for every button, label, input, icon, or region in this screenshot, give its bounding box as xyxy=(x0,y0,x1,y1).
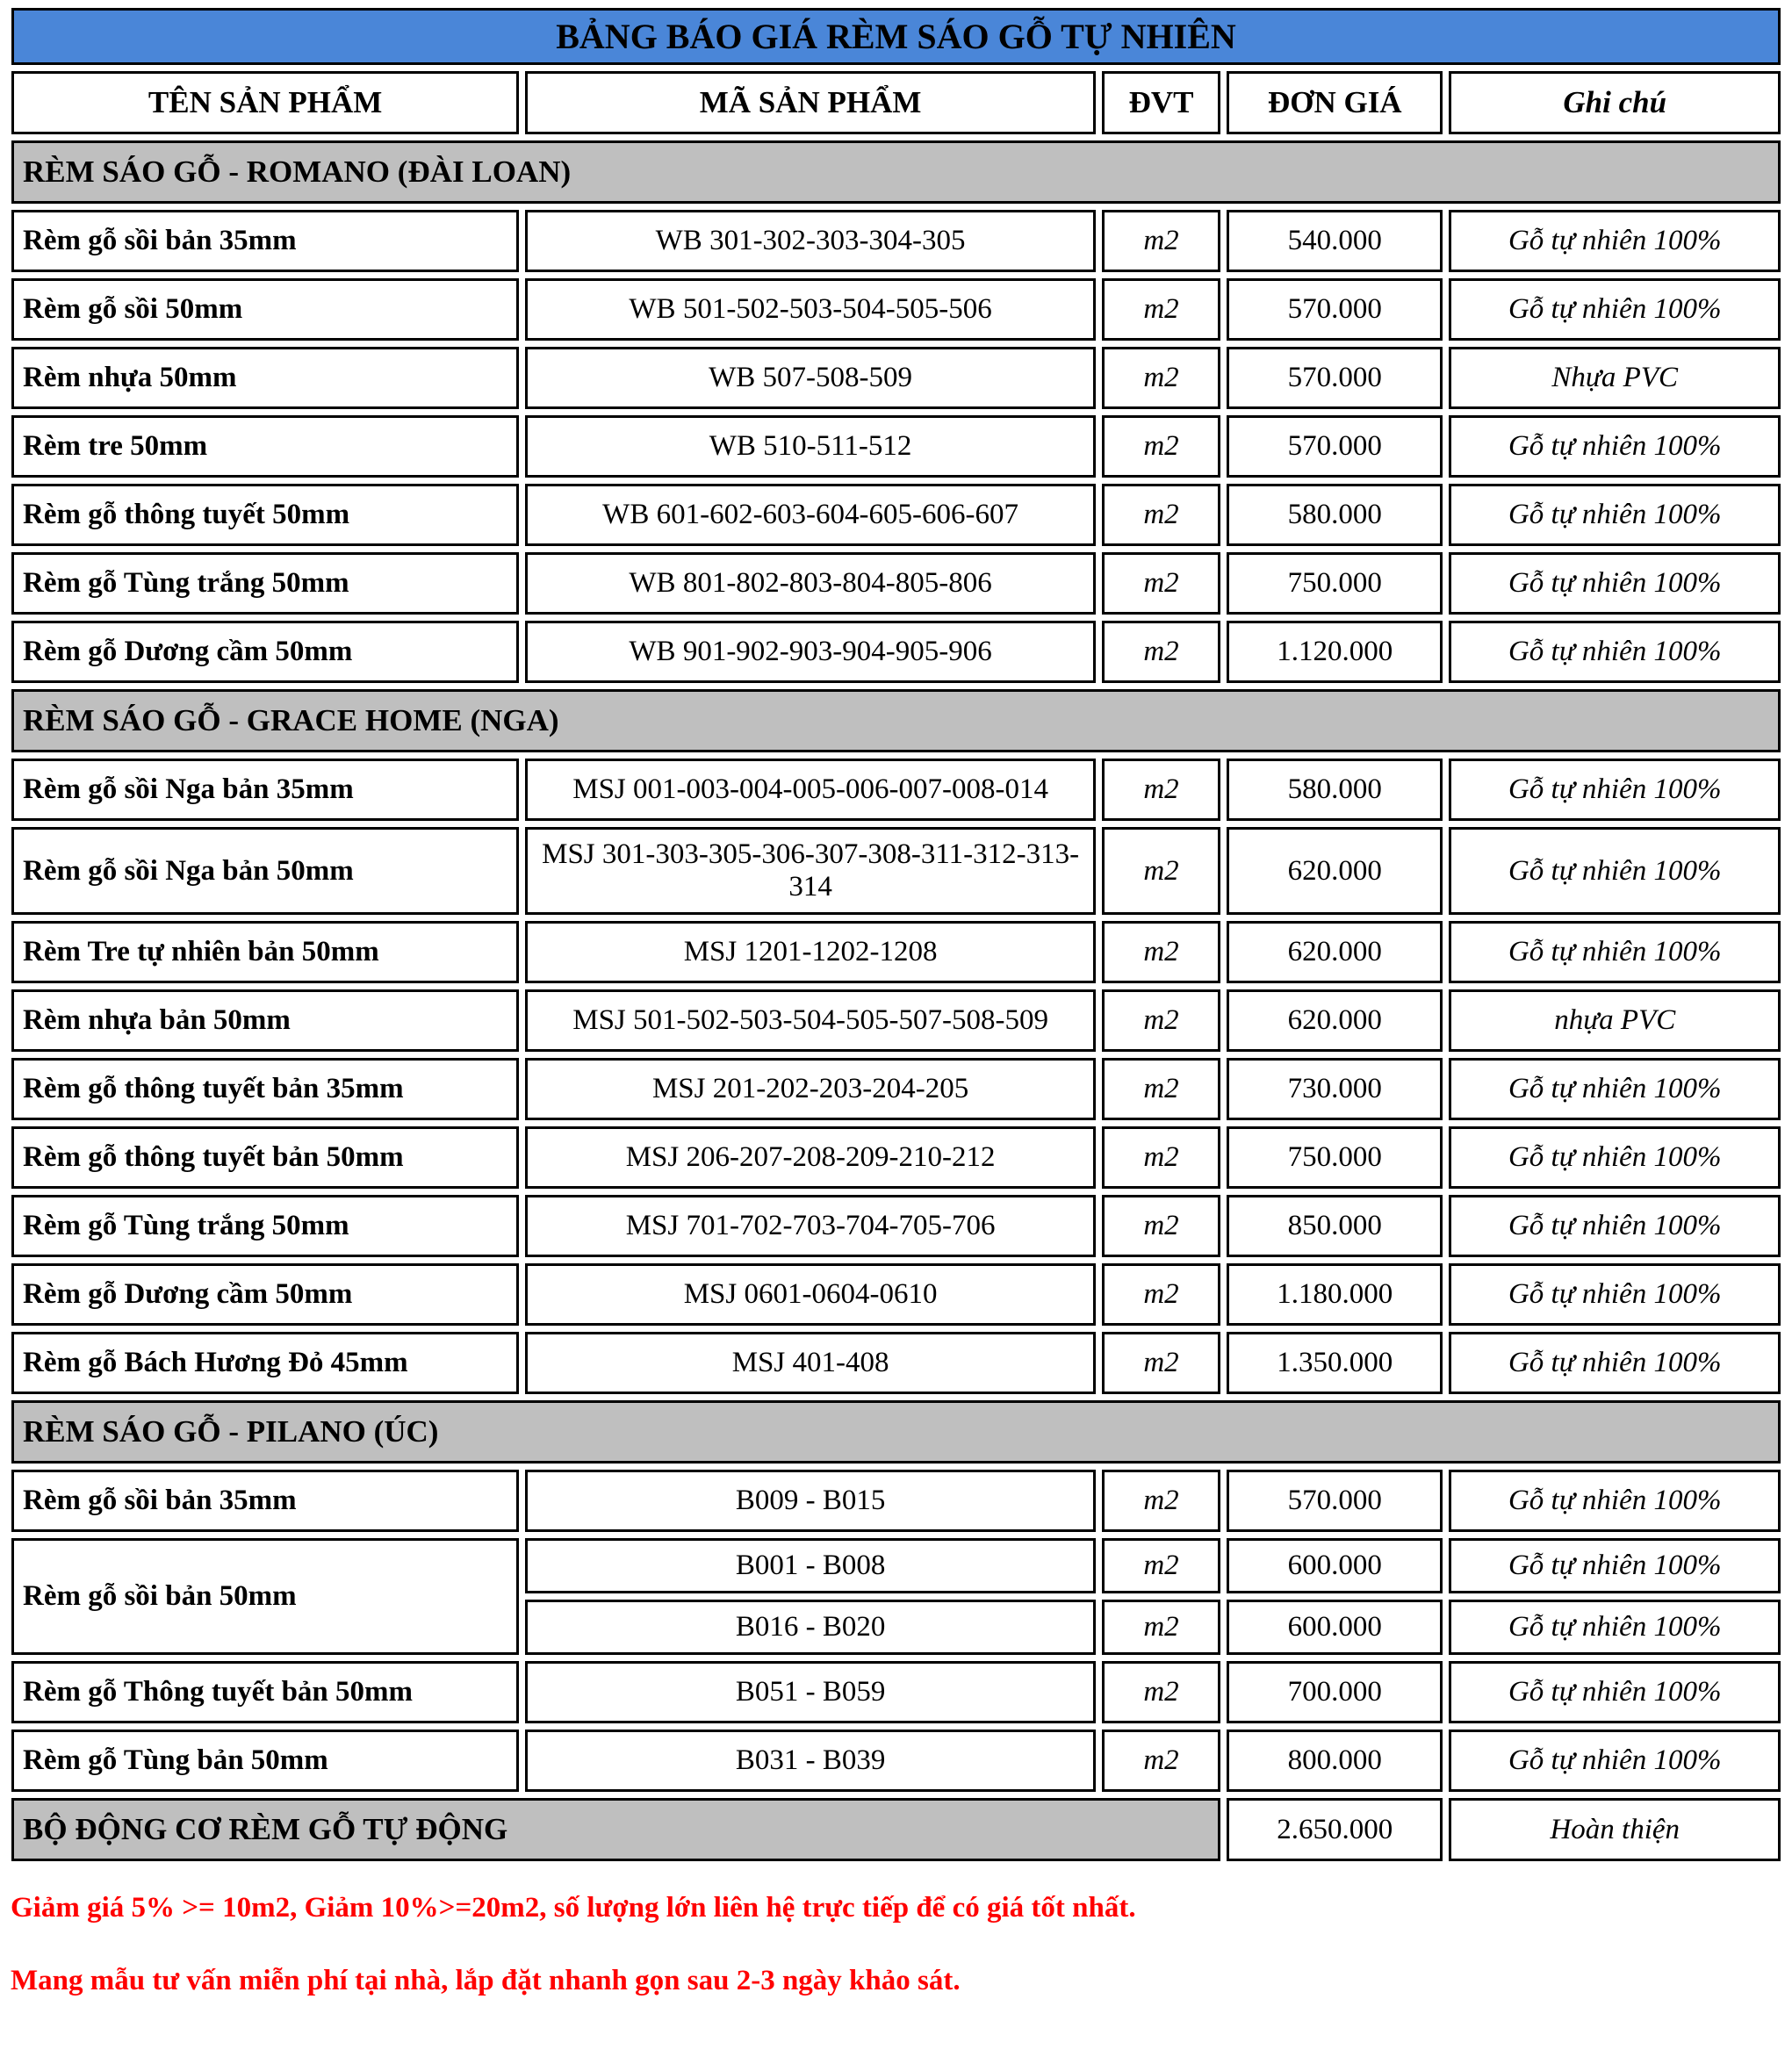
cell-note: Gỗ tự nhiên 100% xyxy=(1449,278,1781,341)
table-row xyxy=(11,621,1781,683)
column-header-product-code: MÃ SẢN PHẨM xyxy=(525,71,1096,134)
cell-unit: m2 xyxy=(1102,1058,1220,1120)
cell-product-code: MSJ 1201-1202-1208 xyxy=(525,921,1096,983)
cell-unit: m2 xyxy=(1102,1332,1220,1394)
cell-note: Gỗ tự nhiên 100% xyxy=(1449,1332,1781,1394)
footer-note-service: Mang mẫu tư vấn miễn phí tại nhà, lắp đặt nhanh gọn sau 2-3 ngày khảo sát. xyxy=(11,1965,961,1996)
cell-note: nhựa PVC xyxy=(1449,989,1781,1052)
cell-note: Gỗ tự nhiên 100% xyxy=(1449,759,1781,821)
title-row xyxy=(11,8,1781,65)
section-title: RÈM SÁO GỖ - ROMANO (ĐÀI LOAN) xyxy=(11,140,1781,204)
cell-note: Gỗ tự nhiên 100% xyxy=(1449,1195,1781,1257)
table-row xyxy=(11,347,1781,409)
cell-product-name: Rèm gỗ sồi Nga bản 35mm xyxy=(11,759,519,821)
cell-unit: m2 xyxy=(1102,1195,1220,1257)
cell-product-code: MSJ 001-003-004-005-006-007-008-014 xyxy=(525,759,1096,821)
cell-price: 580.000 xyxy=(1227,759,1443,821)
cell-note: Gỗ tự nhiên 100% xyxy=(1449,1470,1781,1532)
cell-product-name: Rèm gỗ sồi 50mm xyxy=(11,278,519,341)
cell-product-code: MSJ 0601-0604-0610 xyxy=(525,1263,1096,1326)
column-header-note: Ghi chú xyxy=(1449,71,1781,134)
cell-product-name: Rèm nhựa 50mm xyxy=(11,347,519,409)
cell-price: 620.000 xyxy=(1227,989,1443,1052)
cell-product-name: Rèm gỗ sồi bản 50mm xyxy=(11,1538,519,1655)
cell-note: Gỗ tự nhiên 100% xyxy=(1449,210,1781,272)
table-row xyxy=(11,921,1781,983)
cell-product-name: Rèm gỗ sồi bản 35mm xyxy=(11,210,519,272)
table-row xyxy=(11,552,1781,615)
cell-unit: m2 xyxy=(1102,989,1220,1052)
cell-product-name: Rèm tre 50mm xyxy=(11,415,519,478)
cell-price: 620.000 xyxy=(1227,827,1443,915)
cell-product-name: Rèm nhựa bản 50mm xyxy=(11,989,519,1052)
cell-product-code: MSJ 701-702-703-704-705-706 xyxy=(525,1195,1096,1257)
cell-product-code: B009 - B015 xyxy=(525,1470,1096,1532)
cell-note: Gỗ tự nhiên 100% xyxy=(1449,484,1781,546)
cell-note: Gỗ tự nhiên 100% xyxy=(1449,415,1781,478)
cell-price: 580.000 xyxy=(1227,484,1443,546)
table-body xyxy=(11,140,1781,1792)
cell-price: 800.000 xyxy=(1227,1730,1443,1792)
column-header-row xyxy=(11,71,1781,134)
table-row xyxy=(11,827,1781,915)
cell-price: 750.000 xyxy=(1227,1126,1443,1189)
cell-product-name: Rèm gỗ thông tuyết bản 35mm xyxy=(11,1058,519,1120)
cell-note: Gỗ tự nhiên 100% xyxy=(1449,1126,1781,1189)
table-row xyxy=(11,1538,1781,1593)
footer-note-discount: Giảm giá 5% >= 10m2, Giảm 10%>=20m2, số lượng lớn liên hệ trực tiếp để có giá tốt nhất. xyxy=(11,1892,1136,1924)
table-row xyxy=(11,1058,1781,1120)
cell-unit: m2 xyxy=(1102,1263,1220,1326)
cell-product-name: Rèm gỗ Tùng trắng 50mm xyxy=(11,1195,519,1257)
table-row xyxy=(11,1195,1781,1257)
cell-product-code: WB 301-302-303-304-305 xyxy=(525,210,1096,272)
section-title: RÈM SÁO GỖ - GRACE HOME (NGA) xyxy=(11,689,1781,752)
cell-product-code: WB 801-802-803-804-805-806 xyxy=(525,552,1096,615)
table-row xyxy=(11,989,1781,1052)
column-header-unit: ĐVT xyxy=(1102,71,1220,134)
table-row xyxy=(11,278,1781,341)
cell-unit: m2 xyxy=(1102,278,1220,341)
cell-price: 1.120.000 xyxy=(1227,621,1443,683)
cell-unit: m2 xyxy=(1102,415,1220,478)
motor-price: 2.650.000 xyxy=(1227,1798,1443,1861)
footer-notes xyxy=(11,1892,1783,1997)
price-table xyxy=(5,2,1787,1867)
cell-unit: m2 xyxy=(1102,621,1220,683)
cell-product-name: Rèm gỗ Tùng bản 50mm xyxy=(11,1730,519,1792)
section-header-row xyxy=(11,140,1781,204)
cell-price: 1.180.000 xyxy=(1227,1263,1443,1326)
cell-product-name: Rèm gỗ Tùng trắng 50mm xyxy=(11,552,519,615)
cell-note: Gỗ tự nhiên 100% xyxy=(1449,1538,1781,1593)
cell-price: 1.350.000 xyxy=(1227,1332,1443,1394)
table-row xyxy=(11,759,1781,821)
cell-product-code: WB 510-511-512 xyxy=(525,415,1096,478)
cell-price: 600.000 xyxy=(1227,1600,1443,1655)
cell-unit: m2 xyxy=(1102,1661,1220,1723)
cell-product-name: Rèm gỗ sồi Nga bản 50mm xyxy=(11,827,519,915)
cell-product-name: Rèm gỗ sồi bản 35mm xyxy=(11,1470,519,1532)
cell-product-code: WB 501-502-503-504-505-506 xyxy=(525,278,1096,341)
cell-product-code: WB 901-902-903-904-905-906 xyxy=(525,621,1096,683)
table-row xyxy=(11,484,1781,546)
cell-product-name: Rèm gỗ thông tuyết 50mm xyxy=(11,484,519,546)
cell-unit: m2 xyxy=(1102,347,1220,409)
column-header-product-name: TÊN SẢN PHẨM xyxy=(11,71,519,134)
cell-unit: m2 xyxy=(1102,1600,1220,1655)
cell-note: Nhựa PVC xyxy=(1449,347,1781,409)
cell-price: 850.000 xyxy=(1227,1195,1443,1257)
section-header-row xyxy=(11,689,1781,752)
cell-note: Gỗ tự nhiên 100% xyxy=(1449,1661,1781,1723)
cell-unit: m2 xyxy=(1102,1538,1220,1593)
cell-price: 730.000 xyxy=(1227,1058,1443,1120)
cell-note: Gỗ tự nhiên 100% xyxy=(1449,552,1781,615)
table-row xyxy=(11,1332,1781,1394)
cell-price: 570.000 xyxy=(1227,278,1443,341)
cell-note: Gỗ tự nhiên 100% xyxy=(1449,921,1781,983)
cell-product-code: WB 601-602-603-604-605-606-607 xyxy=(525,484,1096,546)
cell-price: 570.000 xyxy=(1227,1470,1443,1532)
cell-product-code: MSJ 401-408 xyxy=(525,1332,1096,1394)
table-row xyxy=(11,1263,1781,1326)
cell-unit: m2 xyxy=(1102,484,1220,546)
cell-price: 700.000 xyxy=(1227,1661,1443,1723)
cell-price: 600.000 xyxy=(1227,1538,1443,1593)
cell-unit: m2 xyxy=(1102,1126,1220,1189)
cell-product-name: Rèm gỗ Dương cầm 50mm xyxy=(11,1263,519,1326)
cell-price: 620.000 xyxy=(1227,921,1443,983)
table-row xyxy=(11,1661,1781,1723)
cell-product-name: Rèm gỗ Bách Hương Đỏ 45mm xyxy=(11,1332,519,1394)
motor-note: Hoàn thiện xyxy=(1449,1798,1781,1861)
motor-row xyxy=(11,1798,1781,1861)
table-row xyxy=(11,1126,1781,1189)
cell-note: Gỗ tự nhiên 100% xyxy=(1449,827,1781,915)
cell-unit: m2 xyxy=(1102,210,1220,272)
cell-note: Gỗ tự nhiên 100% xyxy=(1449,1730,1781,1792)
cell-unit: m2 xyxy=(1102,759,1220,821)
cell-note: Gỗ tự nhiên 100% xyxy=(1449,621,1781,683)
motor-section xyxy=(11,1798,1781,1861)
section-header-row xyxy=(11,1400,1781,1463)
cell-price: 570.000 xyxy=(1227,347,1443,409)
cell-product-code: MSJ 501-502-503-504-505-507-508-509 xyxy=(525,989,1096,1052)
cell-price: 540.000 xyxy=(1227,210,1443,272)
cell-product-code: WB 507-508-509 xyxy=(525,347,1096,409)
cell-product-name: Rèm gỗ Thông tuyết bản 50mm xyxy=(11,1661,519,1723)
cell-product-name: Rèm gỗ Dương cầm 50mm xyxy=(11,621,519,683)
table-row xyxy=(11,1470,1781,1532)
cell-note: Gỗ tự nhiên 100% xyxy=(1449,1263,1781,1326)
cell-unit: m2 xyxy=(1102,1730,1220,1792)
cell-product-code: MSJ 201-202-203-204-205 xyxy=(525,1058,1096,1120)
cell-product-code: B016 - B020 xyxy=(525,1600,1096,1655)
table-row xyxy=(11,210,1781,272)
cell-unit: m2 xyxy=(1102,552,1220,615)
cell-note: Gỗ tự nhiên 100% xyxy=(1449,1600,1781,1655)
table-row xyxy=(11,415,1781,478)
motor-label: BỘ ĐỘNG CƠ RÈM GỖ TỰ ĐỘNG xyxy=(11,1798,1220,1861)
section-title: RÈM SÁO GỖ - PILANO (ÚC) xyxy=(11,1400,1781,1463)
cell-product-name: Rèm gỗ thông tuyết bản 50mm xyxy=(11,1126,519,1189)
cell-unit: m2 xyxy=(1102,827,1220,915)
cell-unit: m2 xyxy=(1102,1470,1220,1532)
column-header-price: ĐƠN GIÁ xyxy=(1227,71,1443,134)
table-row xyxy=(11,1730,1781,1792)
page-title: BẢNG BÁO GIÁ RÈM SÁO GỖ TỰ NHIÊN xyxy=(11,8,1781,65)
cell-unit: m2 xyxy=(1102,921,1220,983)
cell-product-code: B051 - B059 xyxy=(525,1661,1096,1723)
cell-product-code: B031 - B039 xyxy=(525,1730,1096,1792)
cell-product-code: B001 - B008 xyxy=(525,1538,1096,1593)
cell-note: Gỗ tự nhiên 100% xyxy=(1449,1058,1781,1120)
cell-product-code: MSJ 206-207-208-209-210-212 xyxy=(525,1126,1096,1189)
cell-product-name: Rèm Tre tự nhiên bản 50mm xyxy=(11,921,519,983)
cell-price: 570.000 xyxy=(1227,415,1443,478)
cell-product-code: MSJ 301-303-305-306-307-308-311-312-313-314 xyxy=(525,827,1096,915)
cell-price: 750.000 xyxy=(1227,552,1443,615)
